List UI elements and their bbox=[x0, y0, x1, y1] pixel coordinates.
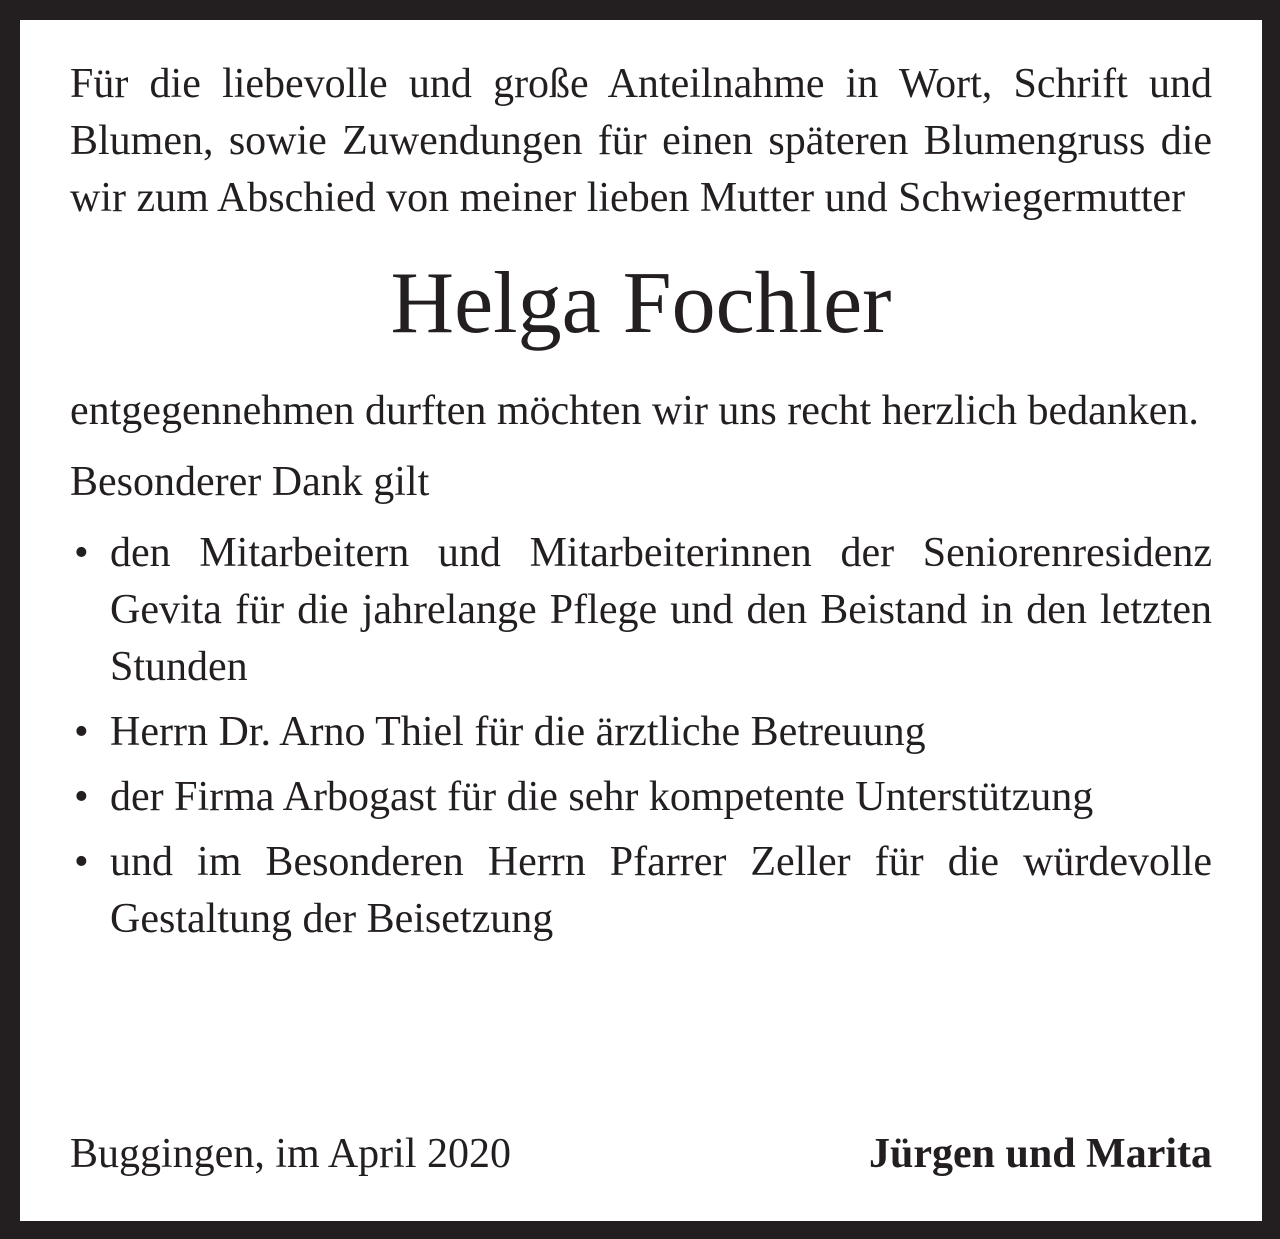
special-thanks-heading: Besonderer Dank gilt bbox=[70, 459, 430, 505]
signers: Jürgen und Marita bbox=[868, 1131, 1212, 1177]
thanks-list bbox=[70, 525, 1212, 948]
intro-paragraph: Für die liebevolle und große Anteilnahme in Wort, Schrift und Blumen, sowie Zuwendungen für einen späteren Blumengruss die wir zum Abschied von meiner lieben Mutter und Schwiegermutter bbox=[70, 61, 1212, 221]
place-date: Buggingen, im April 2020 bbox=[70, 1131, 511, 1177]
thanks-item-text: der Firma Arbogast für die sehr kompetente Unterstützung bbox=[110, 774, 1094, 820]
notice-content bbox=[70, 56, 1212, 956]
list-item bbox=[70, 834, 1212, 948]
notice-footer bbox=[70, 1126, 1212, 1183]
bullet-icon: • bbox=[74, 709, 89, 755]
list-item bbox=[70, 704, 1212, 761]
bullet-icon: • bbox=[74, 839, 89, 885]
bullet-icon: • bbox=[74, 774, 89, 820]
list-item bbox=[70, 525, 1212, 696]
bullet-icon: • bbox=[74, 530, 89, 576]
deceased-name: Helga Fochler bbox=[390, 255, 892, 352]
thanks-item-text: und im Besonderen Herrn Pfarrer Zeller für die würdevolle Gestaltung der Beisetzung bbox=[110, 839, 1212, 942]
thanks-item-text: Herrn Dr. Arno Thiel für die ärztliche Betreuung bbox=[110, 709, 926, 755]
continuation-paragraph: entgegennehmen durften möchten wir uns recht herzlich bedanken. bbox=[70, 388, 1199, 434]
list-item bbox=[70, 769, 1212, 826]
thanks-item-text: den Mitarbeitern und Mitarbeiterinnen der Seniorenresidenz Gevita für die jahrelange Pflege und den Beistand in den letzten Stunden bbox=[110, 530, 1212, 690]
